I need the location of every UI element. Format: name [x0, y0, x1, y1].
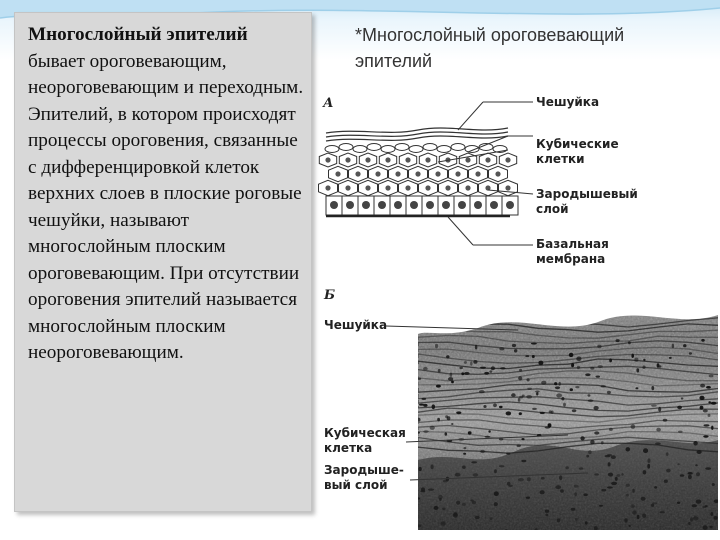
figure-title: *Многослойный ороговевающий эпителий [355, 25, 625, 71]
panel-a-scale-label: Чешуйка [536, 95, 600, 109]
panel-b-micrograph [416, 290, 718, 530]
panel-a-basal-label: Базальная мембрана [536, 237, 609, 266]
epithelium-figure [318, 90, 718, 530]
panel-b-scale-label: Чешуйка [324, 318, 388, 332]
panel-a-cells [319, 144, 519, 216]
term-bold: Многослойный эпителий [28, 24, 248, 45]
panel-a-cubic-label: Кубические клетки [536, 137, 619, 166]
panel-a-scales [326, 128, 508, 141]
panel-b-letter: Б [324, 288, 336, 303]
description-body: бывает ороговевающим, неороговевающим и переходным. Эпителий, в котором происходят процессы ороговения, связанные с дифференцировкой клеток верхних слоев в плоские роговые чешуйки, называют многослойным плоским ороговевающим. При отсутствии ороговения эпителий называется многослойным плоским неороговевающим. [28, 50, 304, 363]
description-text [28, 22, 306, 367]
panel-a-letter: А [323, 96, 334, 111]
panel-b-germinal-label: Зародыше-вый слой [324, 463, 404, 492]
panel-a-germinal-label: Зародышевый слой [536, 187, 638, 216]
panel-b-cubic-label: Кубическая клетка [324, 426, 406, 455]
